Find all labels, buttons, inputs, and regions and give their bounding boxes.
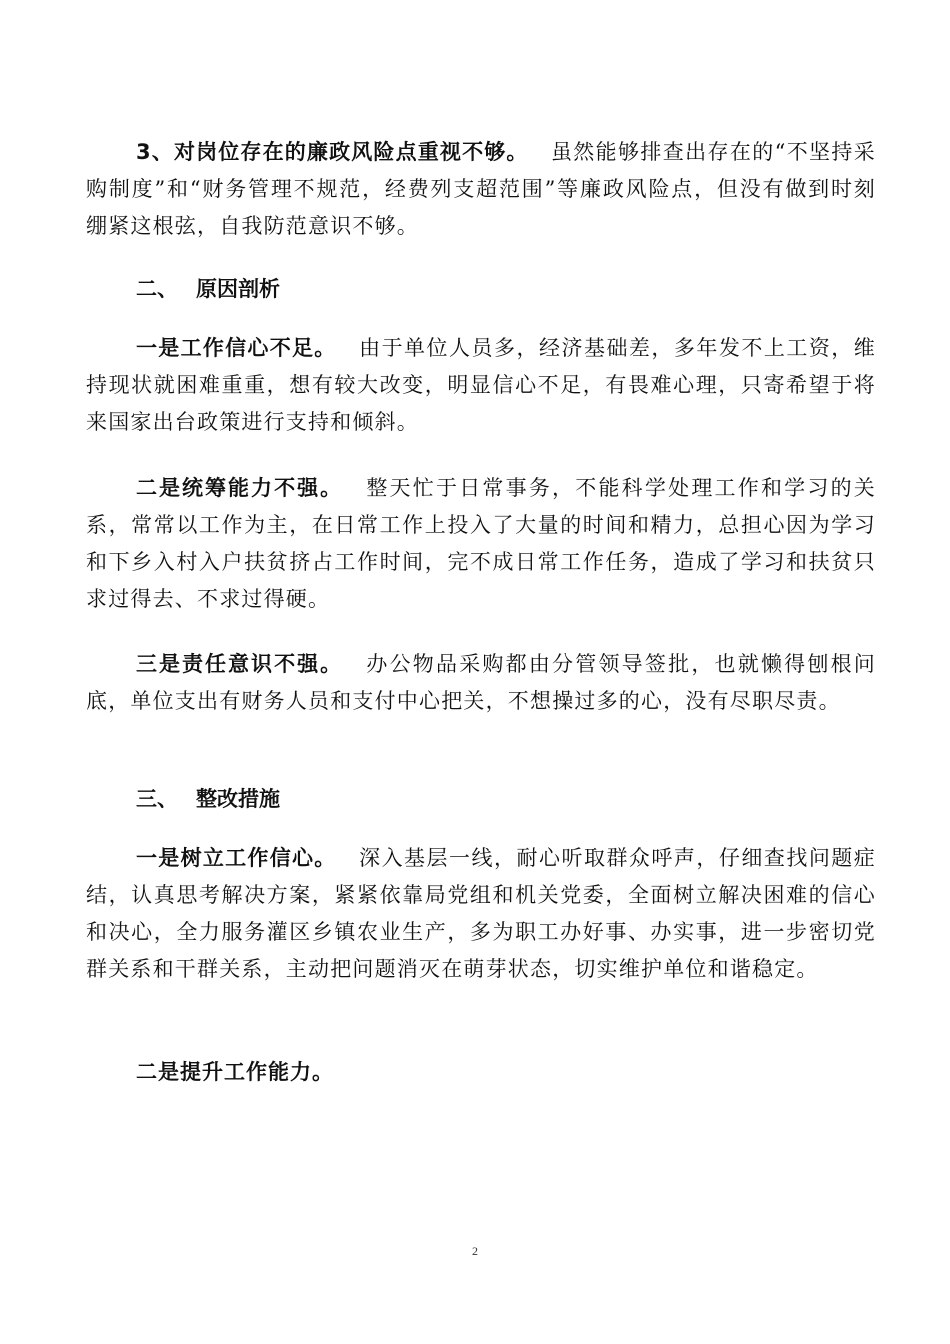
paragraph-build-confidence <box>86 840 876 988</box>
paragraph-lead: 一是树立工作信心。 <box>136 846 337 870</box>
paragraph-body: 虽然能够排查出存在的“不坚持采购制度”和“财务管理不规范，经费列支超范围”等廉政风险点，但没有做到时刻绷紧这根弦，自我防范意识不够。 <box>86 140 876 238</box>
heading-text: 整改措施 <box>196 787 280 811</box>
paragraph-responsibility <box>86 646 876 720</box>
paragraph-risk-points <box>86 134 876 245</box>
paragraph-lead: 3、对岗位存在的廉政风险点重视不够。 <box>136 140 529 164</box>
paragraph-lead: 二是统筹能力不强。 <box>136 476 344 500</box>
paragraph-body: 整天忙于日常事务，不能科学处理工作和学习的关系，常常以工作为主，在日常工作上投入了大量的时间和精力，总担心因为学习和下乡入村入户扶贫挤占工作时间，完不成日常工作任务，造成了学习和扶贫只求过得去、不求过得硬。 <box>86 476 877 611</box>
paragraph-improve-ability <box>86 1054 876 1091</box>
section-heading-measures <box>136 784 280 814</box>
heading-text: 原因剖析 <box>196 277 280 301</box>
section-heading-analysis <box>136 274 280 304</box>
paragraph-body: 办公物品采购都由分管领导签批，也就懒得刨根问底，单位支出有财务人员和支付中心把关，不想操过多的心，没有尽职尽责。 <box>86 652 877 713</box>
paragraph-lead: 二是提升工作能力。 <box>136 1060 334 1084</box>
paragraph-confidence <box>86 330 876 441</box>
paragraph-lead: 一是工作信心不足。 <box>136 336 337 360</box>
paragraph-body: 深入基层一线，耐心听取群众呼声，仔细查找问题症结，认真思考解决方案，紧紧依靠局党组和机关党委，全面树立解决困难的信心和决心，全力服务灌区乡镇农业生产，多为职工办好事、办实事，进一步密切党群关系和干群关系，主动把问题消灭在萌芽状态，切实维护单位和谐稳定。 <box>86 846 876 981</box>
paragraph-lead: 三是责任意识不强。 <box>136 652 344 676</box>
heading-number: 二、 <box>136 277 178 301</box>
paragraph-body: 由于单位人员多，经济基础差，多年发不上工资，维持现状就困难重重，想有较大改变，明显信心不足，有畏难心理，只寄希望于将来国家出台政策进行支持和倾斜。 <box>86 336 876 434</box>
paragraph-coordination <box>86 470 876 618</box>
page-number: 2 <box>472 1244 478 1258</box>
heading-number: 三、 <box>136 787 178 811</box>
